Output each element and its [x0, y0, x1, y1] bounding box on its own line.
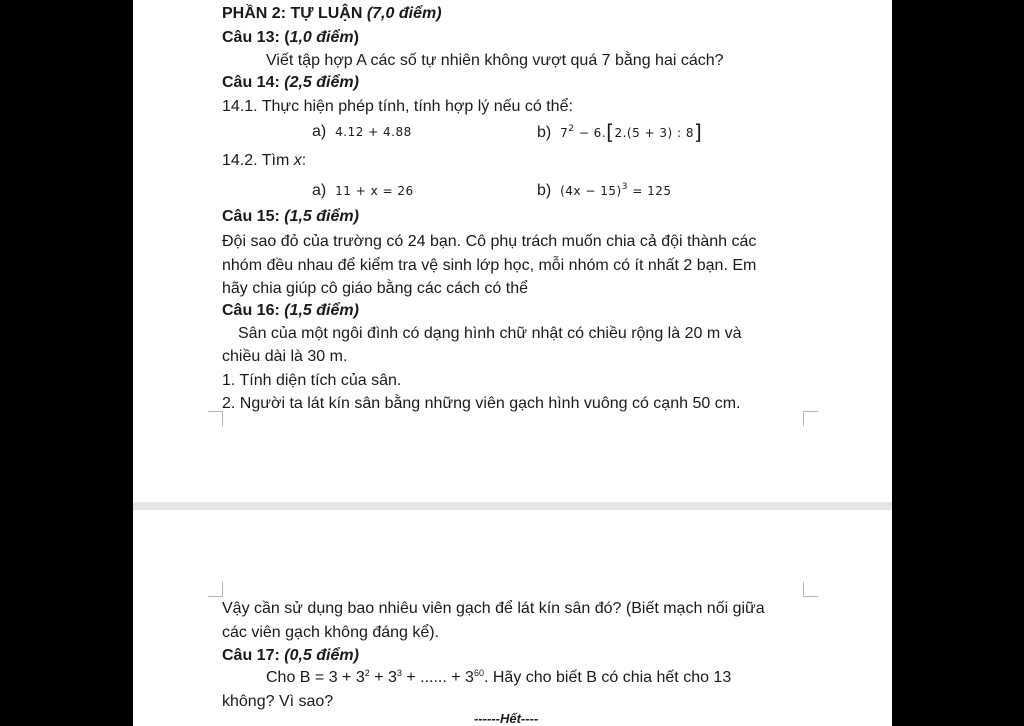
question-14-heading: Câu 14: (2,5 điểm) [222, 74, 359, 91]
question-14-1b: b) $7^2 - 6.[2.(5 + 3)$ : 8] [537, 120, 703, 144]
question-15-line: Đội sao đỏ của trường có 24 bạn. Cô phụ trách muốn chia cả đội thành các [222, 233, 757, 250]
question-17-line-2: không? Vì sao? [222, 693, 334, 710]
question-16-line: chiều dài là 30 m. [222, 348, 348, 365]
question-16-item-1: 1. Tính diện tích của sân. [222, 372, 402, 389]
question-17-heading: Câu 17: (0,5 điểm) [222, 647, 359, 664]
margin-mark-bottom-left [208, 411, 223, 426]
question-15-line: hãy chia giúp cô giáo bằng các cách có thể [222, 280, 528, 297]
question-14-2b: b) $(4x - 15)^3 = 125$ [537, 182, 672, 199]
question-14-part-1: 14.1. Thực hiện phép tính, tính hợp lý nếu có thể: [222, 98, 573, 115]
margin-mark-bottom-right [803, 411, 818, 426]
question-14-part-2: 14.2. Tìm x: [222, 152, 307, 169]
question-16-line: Sân của một ngôi đình có dạng hình chữ nhật có chiều rộng là 20 m và [238, 325, 742, 342]
question-16-heading: Câu 16: (1,5 điểm) [222, 302, 359, 319]
question-13-heading: Câu 13: (1,0 điểm) [222, 29, 359, 46]
margin-mark-top-left [208, 582, 223, 597]
question-15-heading: Câu 15: (1,5 điểm) [222, 208, 359, 225]
question-15-line: nhóm đều nhau để kiểm tra vệ sinh lớp học, mỗi nhóm có ít nhất 2 bạn. Em [222, 257, 757, 274]
question-17-text: Cho $B = 3 + 3^2 + 3^3$ + ...... + $3^{60}$. Hãy cho biết B có chia hết cho 13 [266, 668, 732, 686]
page-gap [133, 502, 892, 510]
section-heading: PHẦN 2: TỰ LUẬN (7,0 điểm) [222, 5, 442, 22]
question-14-2a: a) 11 + x = 26 [312, 182, 414, 199]
question-13-text: Viết tập hợp A các số tự nhiên không vượt quá 7 bằng hai cách? [266, 52, 724, 69]
question-14-1a: a) 4.12 + 4.88 [312, 123, 412, 140]
end-marker: ------Hết---- [474, 711, 539, 726]
question-16-continuation: các viên gạch không đáng kể). [222, 624, 440, 641]
margin-mark-top-right [803, 582, 818, 597]
question-16-continuation: Vậy cần sử dụng bao nhiêu viên gạch để lát kín sân đó? (Biết mạch nối giữa [222, 600, 765, 617]
question-16-item-2: 2. Người ta lát kín sân bằng những viên gạch hình vuông có cạnh 50 cm. [222, 395, 741, 412]
